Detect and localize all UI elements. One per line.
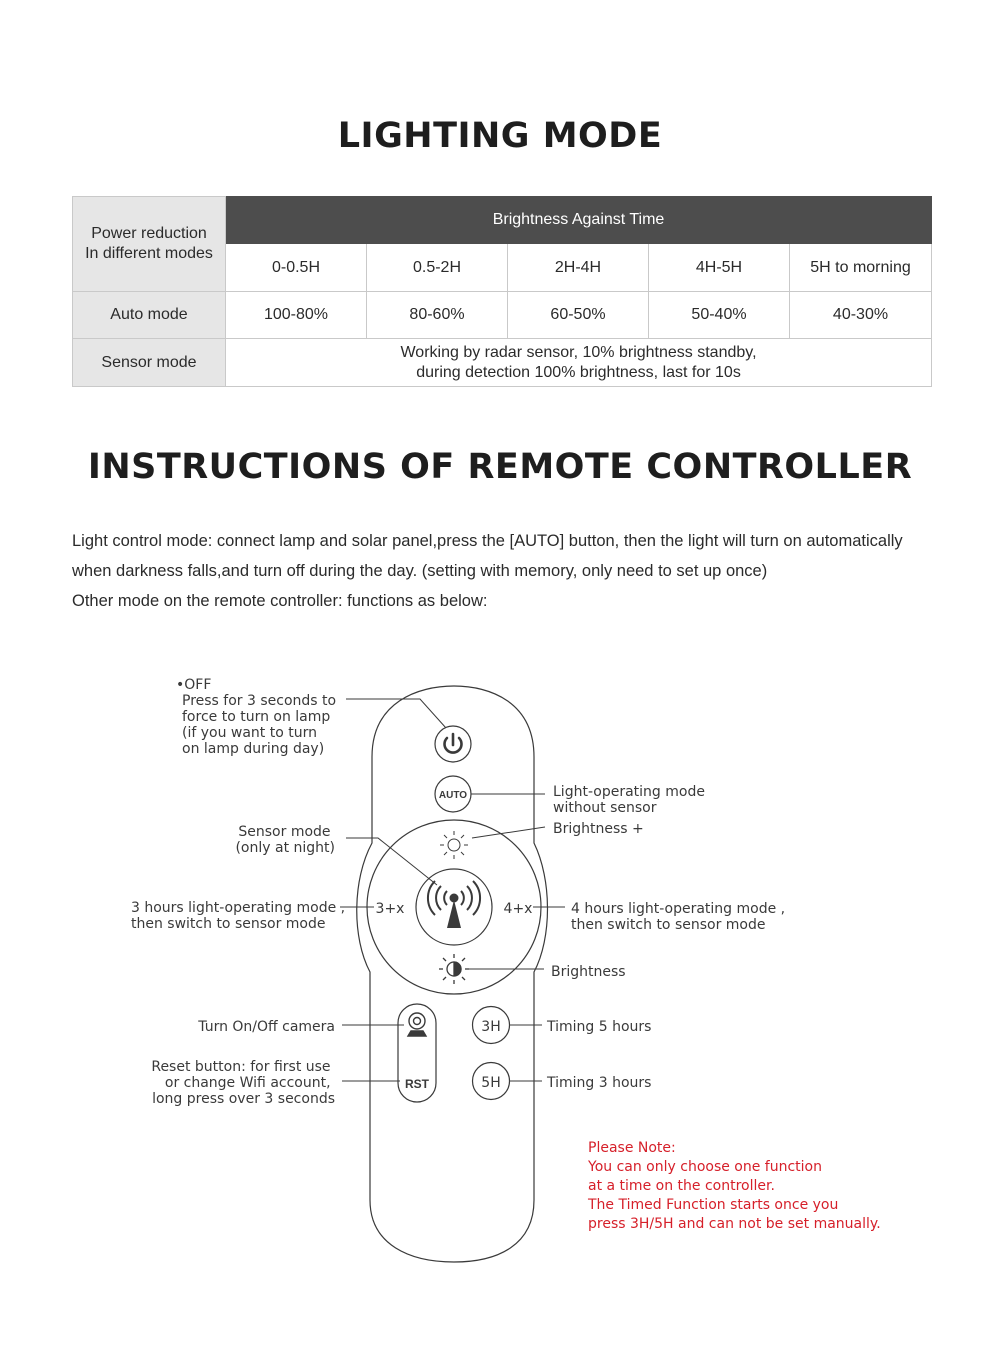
- callout-lines: [340, 699, 565, 1081]
- brightness-plus-icon: [440, 831, 468, 859]
- auto-mode-value: 80-60%: [367, 292, 508, 339]
- off-callout: •OFF Press for 3 seconds to force to turn on lamp (if you want to turn on lamp during day): [176, 677, 337, 757]
- lighting-mode-title: LIGHTING MODE: [337, 116, 663, 156]
- three-hours-callout: 3 hours light-operating mode , then switch to sensor mode: [131, 900, 346, 932]
- table-time-cell: 0-0.5H: [226, 244, 367, 292]
- auto-mode-value: 40-30%: [790, 292, 932, 339]
- camera-icon: [408, 1013, 426, 1036]
- auto-mode-label: Auto mode: [73, 292, 226, 339]
- plus3-label: 3+x: [375, 901, 405, 917]
- table-time-cell: 4H-5H: [649, 244, 790, 292]
- table-time-cell: 5H to morning: [790, 244, 932, 292]
- power-icon: [444, 734, 461, 753]
- plus4-label: 4+x: [503, 901, 533, 917]
- brightness-icon: [439, 954, 469, 984]
- instructions-paragraph: Light control mode: connect lamp and solar panel,press the [AUTO] button, then the light will turn on automatically when darkness falls,and turn off during the day. (setting with memory, only need to set up once): [72, 532, 903, 580]
- brightness-plus-callout: Brightness +: [553, 821, 644, 837]
- timing-3h-callout: Timing 3 hours: [547, 1075, 652, 1091]
- instructions-paragraph: Other mode on the remote controller: functions as below:: [72, 592, 488, 610]
- remote-body-outline: [357, 686, 548, 1262]
- brightness-callout: Brightness: [551, 964, 626, 980]
- reset-callout: Reset button: for first use or change Wifi account, long press over 3 seconds: [151, 1059, 335, 1107]
- sensor-mode-label: Sensor mode: [73, 339, 226, 387]
- please-note: Please Note: You can only choose one function at a time on the controller. The Timed Function starts once you press 3H/5H and can not be set manually.: [588, 1140, 881, 1232]
- table-time-cell: 2H-4H: [508, 244, 649, 292]
- light-mode-callout: Light-operating mode without sensor: [553, 784, 705, 816]
- timing-3h-label: 3H: [481, 1019, 501, 1035]
- camera-callout: Turn On/Off camera: [198, 1019, 335, 1035]
- auto-button-label: AUTO: [438, 790, 468, 801]
- radar-sensor-icon: [428, 881, 480, 928]
- timing-5h-callout: Timing 5 hours: [547, 1019, 652, 1035]
- reset-button-label: RST: [405, 1077, 429, 1091]
- table-header-brightness: Brightness Against Time: [226, 197, 932, 244]
- table-corner-text: Power reduction In different modes: [85, 225, 213, 262]
- sensor-mode-description: Working by radar sensor, 10% brightness standby, during detection 100% brightness, last for 10s: [226, 339, 932, 387]
- auto-mode-value: 100-80%: [226, 292, 367, 339]
- auto-mode-value: 60-50%: [508, 292, 649, 339]
- auto-mode-value: 50-40%: [649, 292, 790, 339]
- instructions-title: INSTRUCTIONS OF REMOTE CONTROLLER: [87, 447, 913, 487]
- four-hours-callout: 4 hours light-operating mode , then switch to sensor mode: [571, 901, 786, 933]
- table-time-cell: 0.5-2H: [367, 244, 508, 292]
- timing-5h-label: 5H: [481, 1075, 501, 1091]
- sensor-mode-callout: Sensor mode (only at night): [235, 824, 335, 856]
